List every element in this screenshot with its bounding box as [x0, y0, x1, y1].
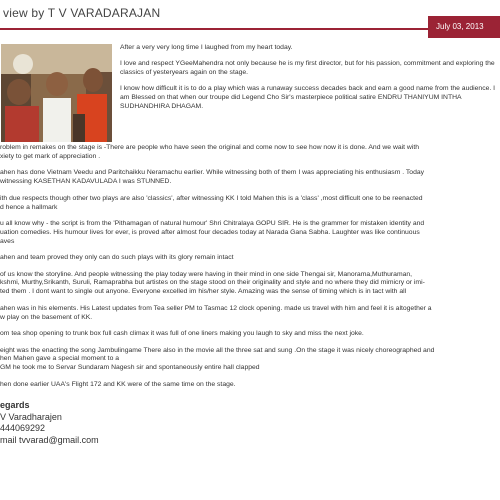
stage-photo — [1, 44, 112, 142]
body-paragraph: hen done earlier UAA's Flight 172 and KK were of the same time on the stage. — [0, 380, 236, 388]
body-paragraph: eight was the enacting the song Jambulingame There also in the movie all the three sat and sung .On the stage it was nicely choreographed and hen Mahen gave a special moment to a GM he took me to Servar Sundaram Nagesh sir and spontaneously entire hall clapped — [0, 346, 435, 372]
review-title: view by T V VARADARAJAN — [3, 6, 161, 20]
body-paragraph: om tea shop opening to trunk box full cash climax it was full of one liners making you laugh to sky and miss the next joke. — [0, 330, 364, 338]
body-paragraph: of us know the storyline. And people witnessing the play today were having in their mind in one side Thengai sir, Manorama,Muthuraman, kshmi, Murthy,Srikanth, Suruli, Ramaprabha but artistes on the stage stood on their originality and style and no where they did mimicry or imi- ted them . I dont want to single out anyone. Everyone excelled im his/her style. Amazing was the sense of timing which is in tact with all — [0, 270, 425, 296]
intro-paragraph: I know how difficult it is to do a play which was a runaway success decades back and earn a good name from the audience. I am Blessed on that when our troupe did Legend Cho Sir's masterpiece political satire ENDRU THANIYUM INTHA SUDHANDHIRA DHAGAM. — [120, 84, 496, 110]
signature-name: V Varadharajen — [0, 411, 62, 422]
intro-paragraph: I love and respect YGeeMahendra not only because he is my first director, but for his passion, commitment and exploring the classics of yesteryears again on the stage. — [120, 59, 495, 76]
body-paragraph: u all know why - the script is from the 'Pithamagan of natural humour' Shri Chitralaya GOPU SIR. He is the grammer for mistaken identity and uation comedies. His humour lives for ever, is proved after almost four decades today at Narada Gana Sabha. Laughter was like continuous aves — [0, 219, 425, 245]
body-paragraph: ahen was in his elements. His Latest updates from Tea seller PM to Tasmac 12 clock opening. made us travel with him and feel it is altogether a w play on the basement of KK. — [0, 304, 432, 321]
body-paragraph: ahen has done Vietnam Veedu and Paritchaikku Neramachu earlier. While witnessing both of them I was appreciating his enthusiasm . Today witnessing KASETHAN KADAVULADA I was STUNNED. — [0, 169, 425, 186]
date-badge: July 03, 2013 — [428, 16, 500, 38]
body-paragraph: ahen and team proved they only can do such plays with its glory remain intact — [0, 254, 234, 262]
body-paragraph: ith due respects though other two plays are also 'classics', after witnessing KK I told Mahen this is a 'class' ,most difficult one to be reenacted d hence a hallmark — [0, 194, 423, 211]
intro-text — [120, 44, 500, 118]
review-header — [0, 0, 500, 30]
signature-greeting: egards — [0, 400, 30, 410]
body-paragraph: roblem in remakes on the stage is -There are people who have seen the original and come now to see how now it is done. And we wait with xiety to get mark of appreciation . — [0, 144, 420, 160]
signature-block — [0, 400, 300, 446]
intro-paragraph: After a very very long time I laughed from my heart today. — [120, 44, 293, 51]
review-body — [0, 144, 500, 397]
signature-email: mail tvvarad@gmail.com — [0, 434, 99, 445]
signature-phone: 444069292 — [0, 423, 46, 433]
